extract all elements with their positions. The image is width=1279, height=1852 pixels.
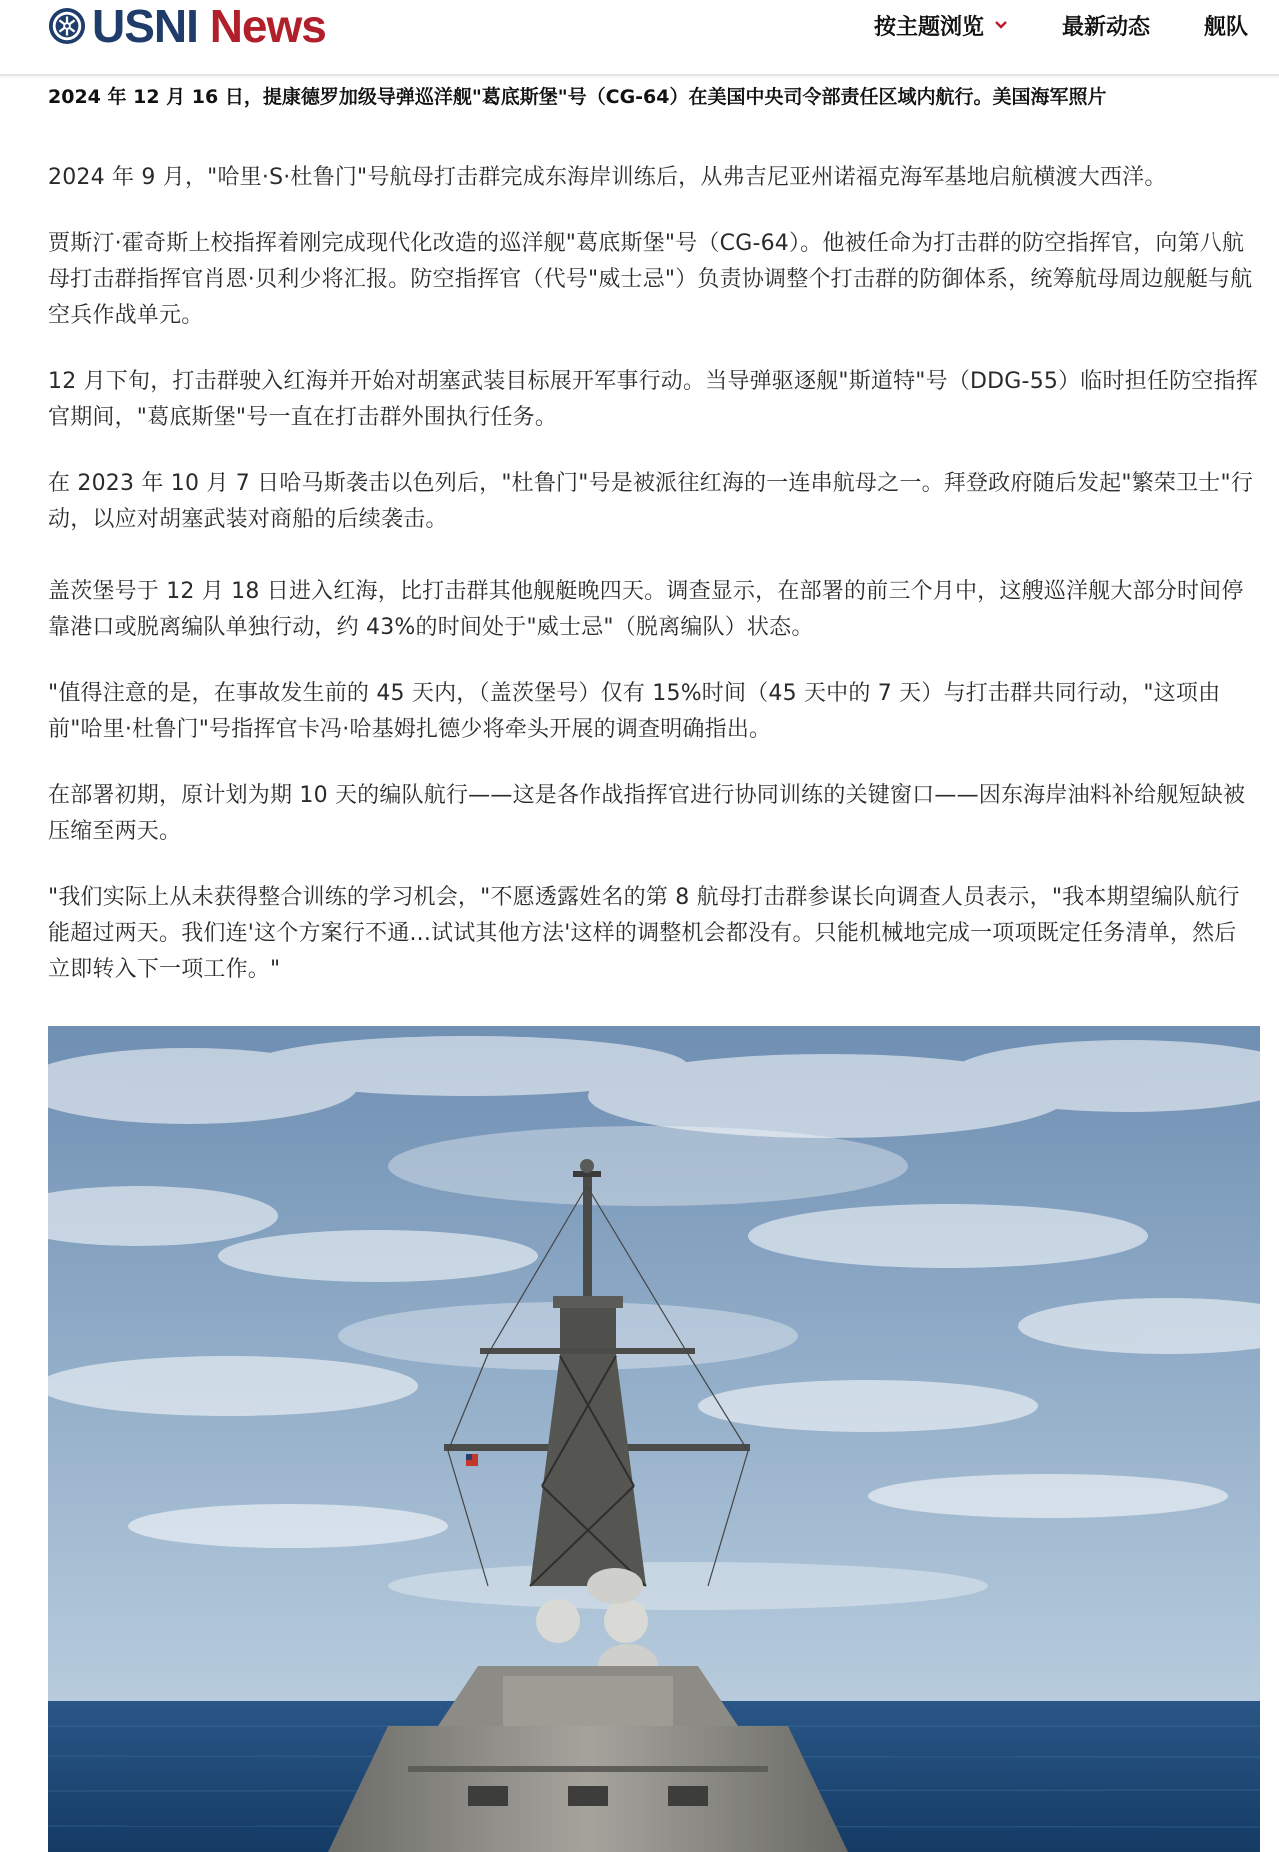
usni-news-logo[interactable] — [48, 0, 326, 52]
article-paragraph: 在部署初期，原计划为期 10 天的编队航行——这是各作战指挥官进行协同训练的关键窗口——因东海岸油料补给舰短缺被压缩至两天。 — [48, 783, 1246, 844]
article-paragraph: 12 月下旬，打击群驶入红海并开始对胡塞武装目标展开军事行动。当导弹驱逐舰"斯道特"号（DDG-55）临时担任防空指挥官期间，"葛底斯堡"号一直在打击群外围执行任务。 — [48, 369, 1258, 430]
chevron-down-icon — [994, 20, 1008, 30]
nav-fleet-label: 舰队 — [1204, 14, 1249, 40]
logo-wordmark — [92, 0, 326, 52]
usni-seal-icon — [48, 7, 86, 45]
article-paragraph: 贾斯汀·霍奇斯上校指挥着刚完成现代化改造的巡洋舰"葛底斯堡"号（CG-64）。他被任命为打击群的防空指挥官，向第八航母打击群指挥官肖恩·贝利少将汇报。防空指挥官（代号"威士忌"）负责协调整个打击群的防御体系，统筹航母周边舰艇与航空兵作战单元。 — [48, 231, 1253, 328]
article-paragraph: "我们实际上从未获得整合训练的学习机会，"不愿透露姓名的第 8 航母打击群参谋长向调查人员表示，"我本期望编队航行能超过两天。我们连'这个方案行不通...试试其他方法'这样的调整机会都没有。只能机械地完成一项项既定任务清单，然后立即转入下一项工作。" — [48, 885, 1240, 982]
nav-browse-by-topic[interactable] — [874, 10, 1008, 41]
logo-news-text: News — [209, 0, 326, 52]
warship-photo — [48, 1026, 1260, 1852]
article-paragraph: 盖茨堡号于 12 月 18 日进入红海，比打击群其他舰艇晚四天。调查显示，在部署的前三个月中，这艘巡洋舰大部分时间停靠港口或脱离编队单独行动，约 43%的时间处于"威士忌"（脱离编队）状态。 — [48, 579, 1244, 640]
nav-latest[interactable] — [1062, 10, 1150, 41]
photo-caption: 2024 年 12 月 16 日，提康德罗加级导弹巡洋舰"葛底斯堡"号（CG-64）在美国中央司令部责任区域内航行。美国海军照片 — [48, 86, 1107, 108]
main-nav — [874, 8, 1248, 42]
article-paragraph: 2024 年 9 月，"哈里·S·杜鲁门"号航母打击群完成东海岸训练后，从弗吉尼亚州诺福克海军基地启航横渡大西洋。 — [48, 165, 1167, 190]
nav-browse-label: 按主题浏览 — [874, 14, 985, 40]
nav-latest-label: 最新动态 — [1062, 14, 1151, 40]
article-paragraph: "值得注意的是，在事故发生前的 45 天内，（盖茨堡号）仅有 15%时间（45 天中的 7 天）与打击群共同行动，"这项由前"哈里·杜鲁门"号指挥官卡冯·哈基姆扎德少将牵头开展的调查明确指出。 — [48, 681, 1221, 742]
article-paragraph: 在 2023 年 10 月 7 日哈马斯袭击以色列后，"杜鲁门"号是被派往红海的一连串航母之一。拜登政府随后发起"繁荣卫士"行动，以应对胡塞武装对商船的后续袭击。 — [48, 471, 1254, 532]
nav-fleet[interactable] — [1204, 10, 1248, 41]
site-header — [0, 0, 1279, 76]
warship-illustration — [48, 1026, 1260, 1852]
logo-usni-text: USNI — [92, 0, 198, 52]
